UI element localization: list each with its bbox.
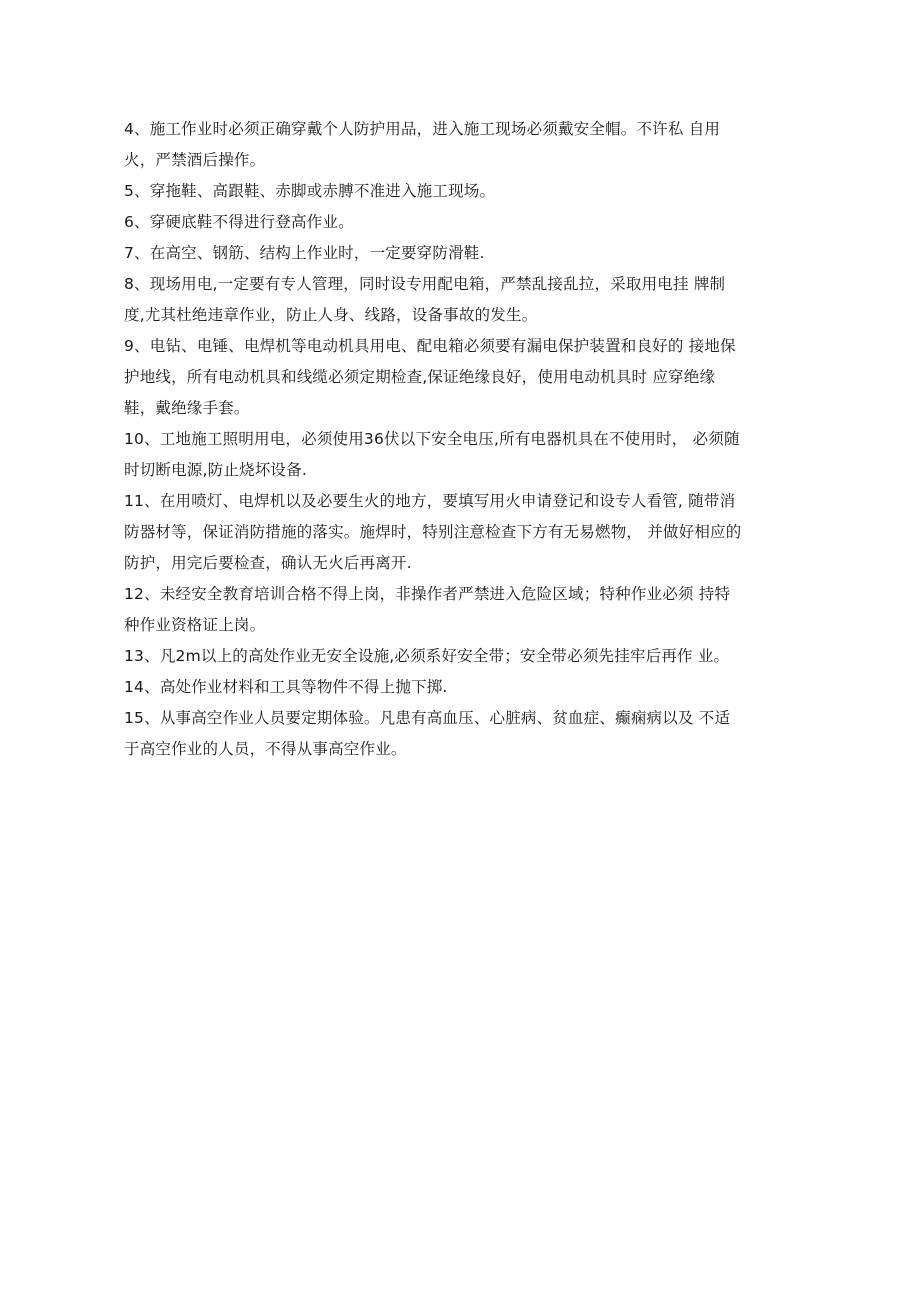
- rule-item-10-line-2: 时切断电源,防止烧坏设备.: [124, 461, 307, 479]
- rule-item-11-line-3: 防护，用完后要检查，确认无火后再离开.: [124, 554, 412, 572]
- rule-item-12-line-2: 种作业资格证上岗。: [124, 616, 266, 634]
- rule-item-8-line-2: 度,尤其杜绝违章作业，防止人身、线路，设备事故的发生。: [124, 306, 538, 324]
- rule-item-15-line-1: 15、从事高空作业人员要定期体验。凡患有高血压、心脏病、贫血症、癫痫病以及 不适: [124, 709, 731, 727]
- rule-item-9-line-3: 鞋，戴绝缘手套。: [124, 399, 250, 417]
- rule-item-4: [124, 114, 784, 176]
- rule-item-4-line-2: 火，严禁酒后操作。: [124, 151, 266, 169]
- rule-item-6-line-1: 6、穿硬底鞋不得进行登高作业。: [124, 213, 354, 231]
- rule-item-10: [124, 424, 784, 486]
- rule-item-9-line-2: 护地线，所有电动机具和线缆必须定期检查,保证绝缘良好，使用电动机具时 应穿绝缘: [124, 368, 716, 386]
- rule-item-10-line-1: 10、工地施工照明用电，必须使用36伏以下安全电压,所有电器机具在不使用时， 必须随: [124, 430, 740, 448]
- rule-item-12: [124, 579, 784, 641]
- rule-item-8-line-1: 8、现场用电,一定要有专人管理，同时设专用配电箱，严禁乱接乱拉，采取用电挂 牌制: [124, 275, 726, 293]
- rule-item-5-line-1: 5、穿拖鞋、高跟鞋、赤脚或赤膊不准进入施工现场。: [124, 182, 496, 200]
- rule-item-6: [124, 207, 784, 238]
- rule-item-13: [124, 641, 784, 672]
- rule-item-4-line-1: 4、施工作业时必须正确穿戴个人防护用品，进入施工现场必须戴安全帽。不许私 自用: [124, 120, 721, 138]
- document-body: [124, 114, 784, 765]
- rule-item-13-line-1: 13、凡2m以上的高处作业无安全设施,必须系好安全带；安全带必须先挂牢后再作 业。: [124, 647, 730, 665]
- rule-item-15: [124, 703, 784, 765]
- rule-item-15-line-2: 于高空作业的人员，不得从事高空作业。: [124, 740, 407, 758]
- rule-item-9-line-1: 9、电钻、电锤、电焊机等电动机具用电、配电箱必须要有漏电保护装置和良好的 接地保: [124, 337, 736, 355]
- rule-item-5: [124, 176, 784, 207]
- rule-item-8: [124, 269, 784, 331]
- rule-item-11-line-1: 11、在用喷灯、电焊机以及必要生火的地方，要填写用火申请登记和设专人看管, 随带消: [124, 492, 736, 510]
- rule-item-11: [124, 486, 784, 579]
- rule-item-9: [124, 331, 784, 424]
- rule-item-11-line-2: 防器材等，保证消防措施的落实。施焊时，特别注意检查下方有无易燃物， 并做好相应的: [124, 523, 742, 541]
- rule-item-12-line-1: 12、未经安全教育培训合格不得上岗，非操作者严禁进入危险区域；特种作业必须 持特: [124, 585, 731, 603]
- rule-item-7-line-1: 7、在高空、钢筋、结构上作业时，一定要穿防滑鞋.: [124, 244, 485, 262]
- rule-item-7: [124, 238, 784, 269]
- rule-item-14: [124, 672, 784, 703]
- rule-item-14-line-1: 14、高处作业材料和工具等物件不得上抛下掷.: [124, 678, 448, 696]
